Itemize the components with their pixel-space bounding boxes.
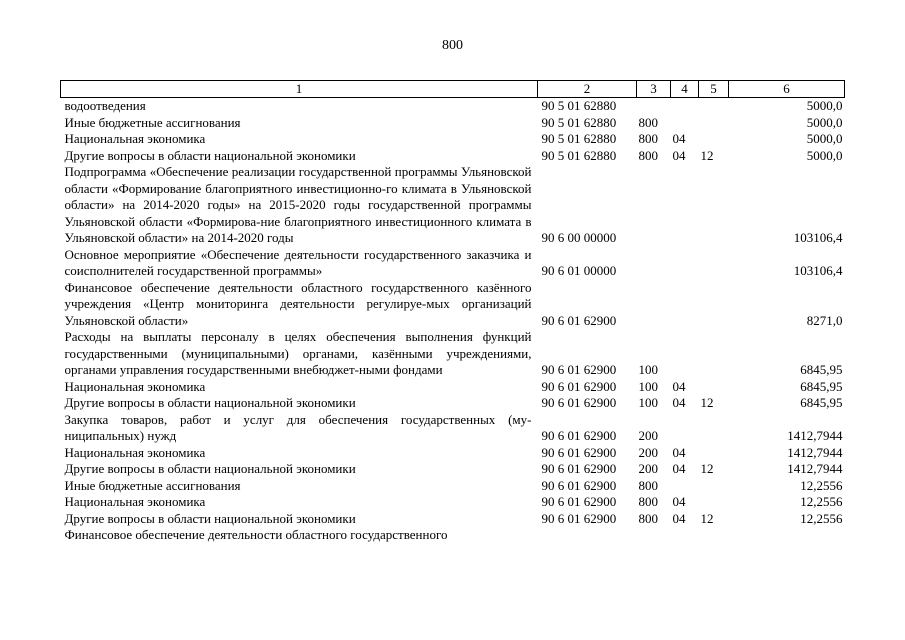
row-target-code: 90 5 01 62880 — [541, 114, 617, 130]
row-amount: 5000,0 — [806, 131, 843, 146]
table-row — [61, 461, 845, 478]
row-description: Расходы на выплаты персоналу в целях обеспечения выполнения функций государственными (муниципальными) органами, казёнными учреждениями, органами управления государственными внебюджет-ными фондами — [64, 329, 532, 377]
row-section — [671, 247, 699, 280]
table-row — [61, 115, 845, 132]
row-amount: 12,2556 — [800, 510, 843, 526]
row-section: 04 — [672, 131, 686, 146]
row-subsection — [699, 131, 729, 148]
column-header-amount: 6 — [729, 81, 845, 98]
row-expense-type: 800 — [638, 147, 658, 163]
row-description: Национальная экономика — [64, 494, 206, 509]
column-header-section: 4 — [671, 81, 699, 98]
table-row — [61, 98, 845, 115]
row-section: 04 — [672, 510, 686, 526]
row-description: Основное мероприятие «Обеспечение деятельности государственного заказчика и соисполнителей государственной программы» — [64, 246, 532, 278]
row-amount: 12,2556 — [800, 477, 843, 493]
row-description: Финансовое обеспечение деятельности областного государственного — [64, 527, 448, 542]
row-amount: 5000,0 — [806, 114, 843, 130]
row-subsection — [699, 164, 729, 247]
row-target-code — [538, 527, 637, 544]
row-expense-type: 200 — [638, 444, 658, 460]
row-section — [671, 115, 699, 132]
table-row — [61, 494, 845, 511]
row-target-code: 90 5 01 62880 — [541, 98, 617, 113]
row-target-code: 90 5 01 62880 — [541, 131, 617, 146]
row-expense-type: 200 — [638, 428, 658, 443]
table-row — [61, 164, 845, 247]
row-subsection — [699, 412, 729, 445]
row-section: 04 — [672, 395, 686, 410]
row-description: Финансовое обеспечение деятельности областного государственного казённого учреждения «Центр мониторинга деятельности регулируе-мых организаций Ульяновской области» — [64, 279, 532, 328]
row-amount: 1412,7944 — [787, 444, 843, 460]
row-description: Иные бюджетные ассигнования — [64, 477, 241, 493]
table-row — [61, 280, 845, 330]
column-header-subsection: 5 — [699, 81, 729, 98]
row-description: Другие вопросы в области национальной экономики — [64, 461, 356, 476]
row-target-code: 90 6 00 00000 — [541, 230, 617, 245]
column-header-expense-type: 3 — [637, 81, 671, 98]
table-row — [61, 412, 845, 445]
row-description: Национальная экономика — [64, 131, 206, 146]
row-amount: 6845,95 — [800, 395, 843, 410]
row-section: 04 — [672, 461, 686, 476]
budget-table — [60, 80, 845, 544]
row-subsection — [699, 280, 729, 330]
row-subsection — [699, 247, 729, 280]
row-section — [671, 412, 699, 445]
table-row — [61, 131, 845, 148]
row-subsection: 12 — [700, 510, 714, 526]
row-subsection — [699, 115, 729, 132]
row-target-code: 90 6 01 62900 — [541, 395, 617, 410]
row-subsection — [699, 494, 729, 511]
row-target-code: 90 6 01 62900 — [541, 461, 617, 476]
row-amount: 6845,95 — [800, 378, 843, 394]
row-subsection — [699, 379, 729, 396]
page-number: 800 — [442, 38, 463, 53]
table-header-row — [61, 81, 845, 98]
row-expense-type: 200 — [638, 461, 658, 476]
row-amount: 5000,0 — [806, 147, 843, 163]
row-amount: 12,2556 — [800, 494, 843, 509]
row-description: Подпрограмма «Обеспечение реализации государственной программы Ульяновской области «Формирование благоприятного инвестиционно-го климата в Ульяновской области» на 2014-2020 годы» на 2015-2020 годы государственной программы Ульяновской области «Формирова-ние благоприятного инвестиционного климата в Ульяновской области» на 2014-2020 годы — [64, 164, 532, 245]
table-row — [61, 395, 845, 412]
row-expense-type — [637, 527, 671, 544]
row-target-code: 90 5 01 62880 — [541, 147, 617, 163]
row-description: Национальная экономика — [64, 444, 206, 460]
row-amount: 5000,0 — [806, 98, 843, 113]
row-description: Другие вопросы в области национальной экономики — [64, 147, 356, 163]
table-row — [61, 148, 845, 165]
row-expense-type — [637, 164, 671, 247]
row-description: Другие вопросы в области национальной экономики — [64, 395, 356, 410]
row-section — [671, 478, 699, 495]
row-subsection: 12 — [700, 461, 714, 476]
table-row — [61, 445, 845, 462]
row-description: Закупка товаров, работ и услуг для обеспечения государственных (му-ниципальных) нужд — [64, 411, 532, 443]
row-target-code: 90 6 01 62900 — [541, 428, 617, 443]
column-header-description: 1 — [61, 81, 538, 98]
row-subsection — [699, 527, 729, 544]
row-subsection — [699, 478, 729, 495]
row-section: 04 — [672, 147, 686, 163]
row-description: водоотведения — [64, 98, 146, 113]
column-header-code: 2 — [538, 81, 637, 98]
row-subsection: 12 — [700, 395, 714, 410]
row-subsection: 12 — [700, 147, 714, 163]
row-amount: 103106,4 — [793, 230, 843, 245]
row-description: Национальная экономика — [64, 378, 206, 394]
row-expense-type — [637, 98, 671, 115]
row-description: Иные бюджетные ассигнования — [64, 114, 241, 130]
row-section — [671, 329, 699, 379]
row-target-code: 90 6 01 62900 — [541, 444, 617, 460]
row-expense-type: 800 — [638, 510, 658, 526]
row-target-code: 90 6 01 62900 — [541, 312, 617, 328]
row-target-code: 90 6 01 62900 — [541, 494, 617, 509]
table-row — [61, 527, 845, 544]
row-target-code: 90 6 01 62900 — [541, 378, 617, 394]
row-expense-type: 800 — [638, 131, 658, 146]
row-amount: 1412,7944 — [787, 461, 843, 476]
row-expense-type — [637, 280, 671, 330]
row-subsection — [699, 445, 729, 462]
row-expense-type: 800 — [638, 114, 658, 130]
row-target-code: 90 6 01 62900 — [541, 362, 617, 377]
row-expense-type: 100 — [638, 378, 658, 394]
row-section — [671, 98, 699, 115]
row-target-code: 90 6 01 62900 — [541, 477, 617, 493]
row-expense-type: 800 — [638, 494, 658, 509]
row-amount: 103106,4 — [793, 263, 843, 278]
row-amount — [729, 527, 845, 544]
row-amount: 1412,7944 — [787, 428, 843, 443]
table-row — [61, 247, 845, 280]
row-amount: 8271,0 — [806, 312, 843, 328]
table-row — [61, 329, 845, 379]
row-target-code: 90 6 01 62900 — [541, 510, 617, 526]
row-section — [671, 280, 699, 330]
row-description: Другие вопросы в области национальной экономики — [64, 510, 356, 526]
table-body — [61, 98, 845, 544]
row-section: 04 — [672, 494, 686, 509]
table-row — [61, 379, 845, 396]
row-expense-type: 800 — [638, 477, 658, 493]
row-subsection — [699, 98, 729, 115]
row-section: 04 — [672, 378, 686, 394]
row-section: 04 — [672, 444, 686, 460]
row-section — [671, 164, 699, 247]
row-target-code: 90 6 01 00000 — [541, 263, 617, 278]
row-amount: 6845,95 — [800, 362, 843, 377]
table-row — [61, 511, 845, 528]
row-expense-type: 100 — [638, 395, 658, 410]
table-row — [61, 478, 845, 495]
row-expense-type: 100 — [638, 362, 658, 377]
row-expense-type — [637, 247, 671, 280]
row-subsection — [699, 329, 729, 379]
row-section — [671, 527, 699, 544]
